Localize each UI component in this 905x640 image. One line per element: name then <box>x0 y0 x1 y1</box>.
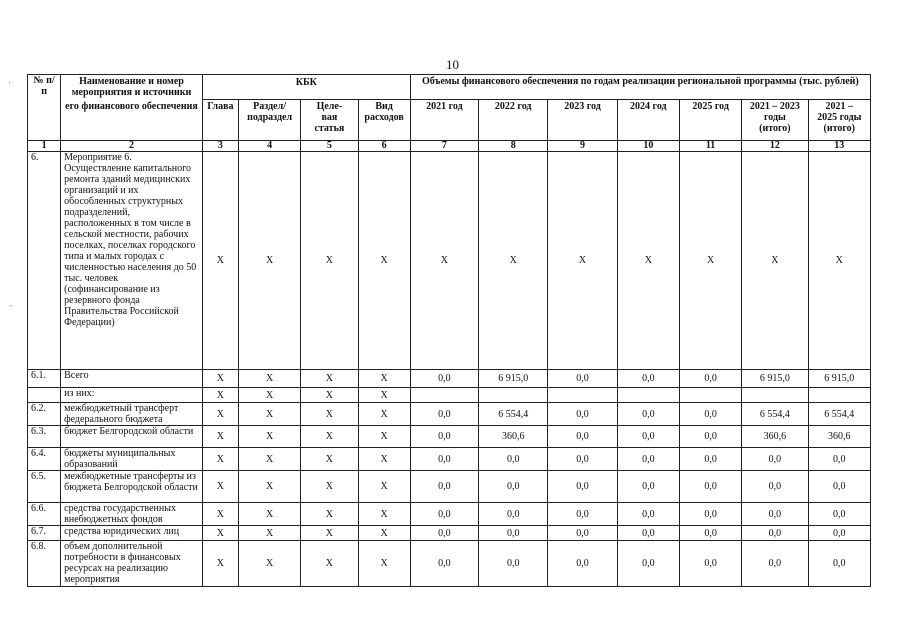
row-cell: X <box>479 152 548 370</box>
row-cell: X <box>358 403 410 426</box>
row-cell: X <box>301 388 358 403</box>
row-cell: X <box>202 526 238 541</box>
row-cell: X <box>742 152 808 370</box>
row-name: межбюджетные трансферты из бюджета Белгородской области <box>61 471 203 503</box>
row-name: бюджет Белгородской области <box>61 426 203 448</box>
row-cell: X <box>202 426 238 448</box>
row-cell: X <box>358 388 410 403</box>
row-cell: 0,0 <box>679 426 741 448</box>
row-cell: 6 915,0 <box>742 370 808 388</box>
column-number: 10 <box>617 141 679 152</box>
row-cell: X <box>238 448 300 471</box>
row-cell: X <box>202 370 238 388</box>
row-cell: X <box>358 426 410 448</box>
row-cell: X <box>238 370 300 388</box>
column-number-row <box>28 141 871 152</box>
row-cell: 0,0 <box>410 526 478 541</box>
row-cell: X <box>410 152 478 370</box>
row-cell: 0,0 <box>410 503 478 526</box>
row-cell: X <box>238 526 300 541</box>
row-cell: X <box>358 541 410 587</box>
row-cell: 6 915,0 <box>479 370 548 388</box>
row-cell: X <box>679 152 741 370</box>
row-cell: X <box>301 426 358 448</box>
financing-table <box>27 74 871 587</box>
table-row <box>28 541 871 587</box>
column-number: 13 <box>808 141 870 152</box>
row-cell: X <box>548 152 617 370</box>
header-vid: Вид расходов <box>358 100 410 141</box>
row-cell: 0,0 <box>679 471 741 503</box>
row-cell: X <box>202 541 238 587</box>
row-cell: X <box>301 526 358 541</box>
column-number: 12 <box>742 141 808 152</box>
row-cell: 0,0 <box>617 403 679 426</box>
row-number: 6.2. <box>28 403 61 426</box>
row-cell: X <box>238 403 300 426</box>
row-cell: 0,0 <box>410 541 478 587</box>
row-cell <box>679 388 741 403</box>
row-cell: 0,0 <box>410 471 478 503</box>
row-cell: 0,0 <box>617 526 679 541</box>
row-name: межбюджетный трансферт федерального бюджета <box>61 403 203 426</box>
scan-mark: ' <box>9 80 11 90</box>
row-name: Мероприятие 6. Осуществление капитального ремонта зданий медицинских организаций и их обособленных структурных подразделений, расположенных в том числе в сельской местности, рабочих поселках, поселках городского типа и малых городах с численностью населения до 50 тыс. человек (софинансирование из резервного фонда Правительства Российской Федерации) <box>61 152 203 370</box>
row-cell: X <box>617 152 679 370</box>
column-number: 11 <box>679 141 741 152</box>
table-row <box>28 388 871 403</box>
header-col-name <box>61 75 203 141</box>
row-number: 6.8. <box>28 541 61 587</box>
row-cell: 0,0 <box>410 426 478 448</box>
row-cell <box>617 388 679 403</box>
header-kbk: КБК <box>202 75 410 100</box>
row-number: 6.1. <box>28 370 61 388</box>
header-2022: 2022 год <box>479 100 548 141</box>
row-cell: 0,0 <box>808 526 870 541</box>
row-cell: X <box>358 503 410 526</box>
row-number: 6.7. <box>28 526 61 541</box>
header-2023: 2023 год <box>548 100 617 141</box>
header-2024: 2024 год <box>617 100 679 141</box>
table-row <box>28 526 871 541</box>
row-number: 6.6. <box>28 503 61 526</box>
row-cell <box>548 388 617 403</box>
row-cell: 0,0 <box>479 541 548 587</box>
header-volumes: Объемы финансового обеспечения по годам реализации региональной программы (тыс. рублей) <box>410 75 870 100</box>
row-cell: X <box>202 448 238 471</box>
row-cell: 0,0 <box>808 448 870 471</box>
row-name: из них: <box>61 388 203 403</box>
column-number: 5 <box>301 141 358 152</box>
column-number: 1 <box>28 141 61 152</box>
row-cell: X <box>301 152 358 370</box>
row-cell: X <box>238 541 300 587</box>
row-cell <box>410 388 478 403</box>
row-cell: 0,0 <box>479 471 548 503</box>
column-number: 6 <box>358 141 410 152</box>
row-cell: 0,0 <box>742 471 808 503</box>
row-cell <box>742 388 808 403</box>
row-cell <box>479 388 548 403</box>
row-cell: X <box>202 403 238 426</box>
row-cell: 0,0 <box>808 541 870 587</box>
header-2021: 2021 год <box>410 100 478 141</box>
row-cell: X <box>238 426 300 448</box>
row-cell: 0,0 <box>548 403 617 426</box>
column-number: 9 <box>548 141 617 152</box>
scan-mark: - <box>9 300 12 310</box>
row-cell: X <box>238 152 300 370</box>
row-number: 6. <box>28 152 61 370</box>
row-cell: 6 554,4 <box>742 403 808 426</box>
row-cell: 360,6 <box>479 426 548 448</box>
row-cell: 0,0 <box>617 448 679 471</box>
row-cell: X <box>301 471 358 503</box>
header-col-name-line2: его финансового обеспечения <box>65 101 198 112</box>
row-number: 6.3. <box>28 426 61 448</box>
row-cell: 0,0 <box>410 448 478 471</box>
table-row <box>28 448 871 471</box>
row-cell: X <box>238 388 300 403</box>
row-cell: 360,6 <box>742 426 808 448</box>
column-number: 3 <box>202 141 238 152</box>
header-col-name-line1: Наименование и номер мероприятия и источники <box>71 76 192 98</box>
row-cell: 0,0 <box>548 426 617 448</box>
row-cell: 0,0 <box>679 526 741 541</box>
row-cell: 0,0 <box>479 448 548 471</box>
row-cell: 6 915,0 <box>808 370 870 388</box>
table-row <box>28 503 871 526</box>
row-cell: 0,0 <box>679 541 741 587</box>
row-cell: X <box>301 370 358 388</box>
row-cell: X <box>358 152 410 370</box>
row-cell: 360,6 <box>808 426 870 448</box>
row-cell: 0,0 <box>548 448 617 471</box>
row-cell: 0,0 <box>742 448 808 471</box>
row-cell: 0,0 <box>808 471 870 503</box>
row-cell: X <box>358 448 410 471</box>
table-row <box>28 370 871 388</box>
row-cell: 0,0 <box>617 370 679 388</box>
row-cell: X <box>202 471 238 503</box>
row-cell: X <box>358 471 410 503</box>
page-number: 10 <box>446 57 459 72</box>
header-col-no: № п/п <box>28 75 61 141</box>
row-cell: X <box>301 448 358 471</box>
row-cell: X <box>358 370 410 388</box>
row-name: объем дополнительной потребности в финансовых ресурсах на реализацию мероприятия <box>61 541 203 587</box>
table-row <box>28 471 871 503</box>
table-row <box>28 403 871 426</box>
row-cell: 6 554,4 <box>808 403 870 426</box>
row-cell: 0,0 <box>679 448 741 471</box>
row-cell: 0,0 <box>617 426 679 448</box>
row-cell: 0,0 <box>410 403 478 426</box>
row-cell: 0,0 <box>742 526 808 541</box>
header-2025: 2025 год <box>679 100 741 141</box>
row-cell: X <box>238 503 300 526</box>
row-number <box>28 388 61 403</box>
header-total-2021-2023: 2021 – 2023 годы (итого) <box>742 100 808 141</box>
row-cell: 0,0 <box>479 526 548 541</box>
header-tsel: Целе-вая статья <box>301 100 358 141</box>
table-row <box>28 152 871 370</box>
row-cell: X <box>202 388 238 403</box>
row-cell: 0,0 <box>548 526 617 541</box>
row-cell: 0,0 <box>742 503 808 526</box>
row-cell: 0,0 <box>617 471 679 503</box>
row-cell: 0,0 <box>742 541 808 587</box>
row-name: средства государственных внебюджетных фондов <box>61 503 203 526</box>
row-cell: 6 554,4 <box>479 403 548 426</box>
row-number: 6.5. <box>28 471 61 503</box>
column-number: 4 <box>238 141 300 152</box>
row-name: средства юридических лиц <box>61 526 203 541</box>
table-row <box>28 426 871 448</box>
row-cell: X <box>358 526 410 541</box>
row-cell: X <box>301 403 358 426</box>
row-cell: 0,0 <box>808 503 870 526</box>
column-number: 7 <box>410 141 478 152</box>
row-cell: 0,0 <box>679 503 741 526</box>
column-number: 8 <box>479 141 548 152</box>
row-name: бюджеты муниципальных образований <box>61 448 203 471</box>
row-cell: 0,0 <box>410 370 478 388</box>
column-number: 2 <box>61 141 203 152</box>
row-cell: X <box>301 541 358 587</box>
header-razdel: Раздел/ подраздел <box>238 100 300 141</box>
row-cell: 0,0 <box>548 370 617 388</box>
row-cell: 0,0 <box>479 503 548 526</box>
row-cell: 0,0 <box>679 403 741 426</box>
row-cell: X <box>301 503 358 526</box>
row-name: Всего <box>61 370 203 388</box>
row-cell: X <box>202 152 238 370</box>
row-cell: 0,0 <box>617 541 679 587</box>
header-total-2021-2025: 2021 – 2025 годы (итого) <box>808 100 870 141</box>
row-cell: 0,0 <box>617 503 679 526</box>
row-cell: 0,0 <box>548 503 617 526</box>
row-cell <box>808 388 870 403</box>
header-glava: Глава <box>202 100 238 141</box>
row-cell: 0,0 <box>679 370 741 388</box>
row-cell: X <box>808 152 870 370</box>
row-cell: 0,0 <box>548 471 617 503</box>
row-cell: X <box>238 471 300 503</box>
row-number: 6.4. <box>28 448 61 471</box>
row-cell: X <box>202 503 238 526</box>
row-cell: 0,0 <box>548 541 617 587</box>
